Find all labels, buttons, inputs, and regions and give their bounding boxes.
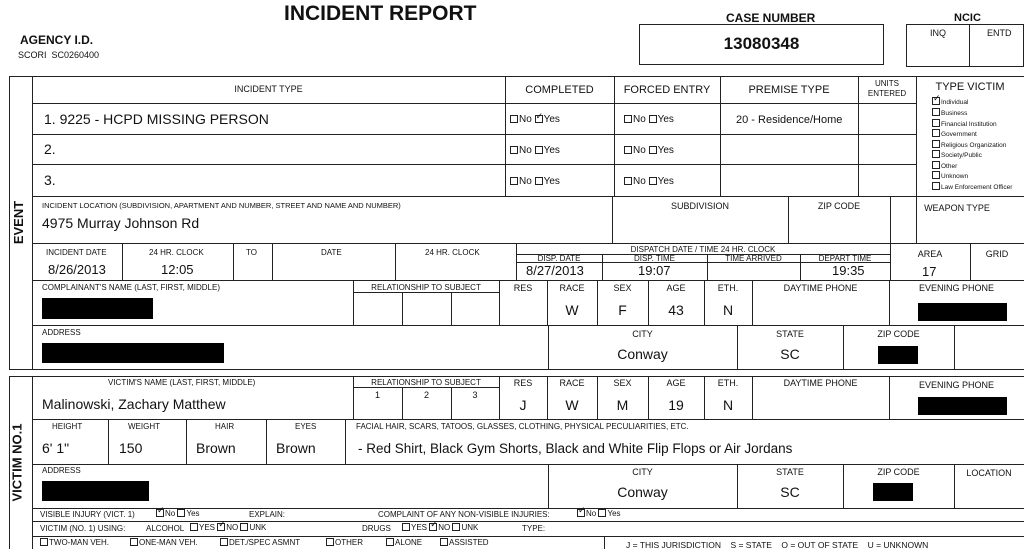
victim-age-label: AGE bbox=[666, 378, 686, 388]
incident-date-label: INCIDENT DATE bbox=[46, 248, 107, 257]
victim-weight: 150 bbox=[119, 440, 143, 456]
nonvisible-no-checkbox[interactable] bbox=[577, 509, 585, 517]
incident-row-2: 2. bbox=[44, 141, 56, 157]
zip-label: ZIP CODE bbox=[817, 201, 861, 211]
forced-row-2[interactable]: No Yes bbox=[624, 145, 674, 156]
depart-time-value: 19:35 bbox=[832, 263, 865, 278]
victim-state: SC bbox=[780, 484, 800, 500]
alcohol-yes-checkbox[interactable] bbox=[190, 523, 198, 531]
incident-time-value: 12:05 bbox=[161, 262, 194, 277]
complainant-zip-redaction bbox=[878, 346, 918, 364]
premise-type-header: PREMISE TYPE bbox=[748, 84, 830, 96]
type-victim-option[interactable]: Unknown bbox=[932, 171, 968, 180]
complainant-state: SC bbox=[780, 346, 800, 362]
nonvisible-label: COMPLAINT OF ANY NON-VISIBLE INJURIES: bbox=[378, 510, 550, 519]
depart-time-label: DEPART TIME bbox=[818, 254, 872, 263]
drugs-yes-checkbox[interactable] bbox=[402, 523, 410, 531]
victim-address-redaction bbox=[42, 481, 149, 501]
victim-zipcode-label: ZIP CODE bbox=[877, 467, 920, 477]
location-label: INCIDENT LOCATION (SUBDIVISION, APARTMENT AND NUMBER, STREET AND NAME AND NUMBER) bbox=[42, 201, 401, 210]
victim-city: Conway bbox=[617, 484, 668, 500]
completed-no-checkbox[interactable] bbox=[510, 177, 518, 185]
forced-row-1[interactable]: No Yes bbox=[624, 114, 674, 125]
type-victim-option[interactable]: Financial Institution bbox=[932, 119, 997, 128]
footer-option-two-man[interactable]: TWO-MAN VEH. bbox=[40, 538, 109, 547]
victim-day-phone-label: DAYTIME PHONE bbox=[783, 378, 858, 388]
victim-sex-label: SEX bbox=[613, 378, 632, 388]
drugs-options[interactable]: YES ✓ NO UNK bbox=[402, 523, 478, 532]
visible-injury-no-checkbox[interactable] bbox=[156, 509, 164, 517]
victim-eth-label: ETH. bbox=[717, 378, 739, 388]
race-label: RACE bbox=[559, 283, 585, 293]
visible-injury-options[interactable]: ✓ No Yes bbox=[156, 509, 200, 518]
case-number-label: CASE NUMBER bbox=[726, 11, 816, 25]
city-label: CITY bbox=[632, 329, 653, 339]
forced-no-checkbox[interactable] bbox=[624, 146, 632, 154]
eth-label: ETH. bbox=[717, 283, 739, 293]
victim-hair: Brown bbox=[196, 440, 236, 456]
weight-label: WEIGHT bbox=[128, 422, 160, 431]
day-phone-label: DAYTIME PHONE bbox=[783, 283, 858, 293]
victim-address-label: ADDRESS bbox=[42, 466, 81, 475]
type-victim-option[interactable]: Religious Organization bbox=[932, 140, 1006, 149]
footer-option-assisted[interactable]: ASSISTED bbox=[440, 538, 489, 547]
eyes-label: EYES bbox=[295, 422, 317, 431]
nonvisible-options[interactable]: ✓ No Yes bbox=[577, 509, 621, 518]
complainant-eth: N bbox=[722, 302, 734, 318]
footer-option-det[interactable]: DET./SPEC ASMNT bbox=[220, 538, 300, 547]
victim-name: Malinowski, Zachary Matthew bbox=[42, 396, 226, 412]
victim-race-label: RACE bbox=[559, 378, 585, 388]
complainant-city: Conway bbox=[617, 346, 668, 362]
victim-description: - Red Shirt, Black Gym Shorts, Black and White Flip Flops or Air Jordans bbox=[358, 441, 793, 456]
alcohol-unk-checkbox[interactable] bbox=[240, 523, 248, 531]
completed-header: COMPLETED bbox=[525, 84, 594, 96]
victim-name-label: VICTIM'S NAME (LAST, FIRST, MIDDLE) bbox=[108, 378, 256, 387]
victim-height: 6' 1" bbox=[42, 440, 70, 456]
victim-race: W bbox=[565, 397, 579, 413]
eve-phone-label: EVENING PHONE bbox=[918, 283, 994, 293]
footer-option-alone[interactable]: ALONE bbox=[386, 538, 422, 547]
report-title: INCIDENT REPORT bbox=[284, 2, 477, 25]
dispatch-label: DISPATCH DATE / TIME 24 HR. CLOCK bbox=[630, 245, 776, 254]
event-side-label: EVENT bbox=[11, 200, 27, 245]
time-arrived-label: TIME ARRIVED bbox=[725, 254, 782, 263]
address-label: ADDRESS bbox=[42, 328, 81, 337]
completed-no-checkbox[interactable] bbox=[510, 115, 518, 123]
ncic-label: NCIC bbox=[954, 12, 981, 24]
drug-type-label: TYPE: bbox=[522, 524, 546, 533]
type-victim-option[interactable]: Society/Public bbox=[932, 150, 982, 159]
agency-label: AGENCY I.D. bbox=[20, 33, 94, 47]
drugs-no-checkbox[interactable] bbox=[429, 523, 437, 531]
drugs-unk-checkbox[interactable] bbox=[452, 523, 460, 531]
zipcode-label: ZIP CODE bbox=[877, 329, 920, 339]
footer-option-one-man[interactable]: ONE-MAN VEH. bbox=[130, 538, 198, 547]
victim-phone-redaction bbox=[918, 397, 1007, 415]
victim-state-label: STATE bbox=[776, 467, 804, 477]
completed-row-1[interactable]: No ✓ Yes bbox=[510, 114, 560, 125]
completed-yes-checkbox[interactable] bbox=[535, 115, 543, 123]
alcohol-label: ALCOHOL bbox=[146, 524, 185, 533]
completed-row-3[interactable]: No Yes bbox=[510, 176, 560, 187]
completed-no-checkbox[interactable] bbox=[510, 146, 518, 154]
alcohol-no-checkbox[interactable] bbox=[217, 523, 225, 531]
clock-label: 24 HR. CLOCK bbox=[149, 248, 204, 257]
grid-label: GRID bbox=[985, 249, 1009, 259]
victim-sex: M bbox=[616, 397, 629, 413]
visible-injury-label: VISIBLE INJURY (VICT. 1) bbox=[40, 510, 135, 519]
forced-entry-header: FORCED ENTRY bbox=[623, 84, 711, 96]
explain-label: EXPLAIN: bbox=[249, 510, 286, 519]
incident-date-value: 8/26/2013 bbox=[48, 262, 106, 277]
height-label: HEIGHT bbox=[52, 422, 83, 431]
jurisdiction-legend: J = THIS JURISDICTION S = STATE O = OUT OF STATE U = UNKNOWN bbox=[626, 540, 929, 549]
victim-eth: N bbox=[722, 397, 734, 413]
victim-eyes: Brown bbox=[276, 440, 316, 456]
type-victim-option[interactable]: ✓Individual bbox=[932, 97, 968, 106]
area-value: 17 bbox=[922, 264, 937, 279]
case-number-value: 13080348 bbox=[723, 34, 800, 53]
victim-zip-redaction bbox=[873, 483, 913, 501]
entd-label: ENTD bbox=[987, 28, 1012, 38]
sex-label: SEX bbox=[613, 283, 632, 293]
victim-relationship-label: RELATIONSHIP TO SUBJECT bbox=[371, 378, 481, 387]
date-label: DATE bbox=[321, 248, 342, 257]
age-label: AGE bbox=[666, 283, 686, 293]
completed-row-2[interactable]: No Yes bbox=[510, 145, 560, 156]
subdivision-label: SUBDIVISION bbox=[670, 201, 729, 211]
type-victim-option[interactable]: Business bbox=[932, 108, 967, 117]
disp-date-label: DISP. DATE bbox=[537, 254, 581, 263]
forced-yes-checkbox[interactable] bbox=[649, 146, 657, 154]
incident-row-1: 1. 9225 - HCPD MISSING PERSON bbox=[44, 111, 269, 127]
visible-injury-yes-checkbox[interactable] bbox=[177, 509, 185, 517]
complainant-sex: F bbox=[618, 302, 627, 318]
incident-type-header: INCIDENT TYPE bbox=[234, 84, 303, 94]
forced-row-3[interactable]: No Yes bbox=[624, 176, 674, 187]
agency-value: SCORI SC0260400 bbox=[18, 50, 100, 60]
forced-no-checkbox[interactable] bbox=[624, 177, 632, 185]
type-victim-header: TYPE VICTIM bbox=[935, 81, 1005, 93]
rel-num-3: 3 bbox=[472, 390, 478, 400]
incident-row-3: 3. bbox=[44, 172, 56, 188]
premise-row-1: 20 - Residence/Home bbox=[736, 114, 843, 126]
disp-time-label: DISP. TIME bbox=[633, 254, 676, 263]
forced-yes-checkbox[interactable] bbox=[649, 115, 657, 123]
rel-num-2: 2 bbox=[423, 390, 429, 400]
type-victim-option[interactable]: Law Enforcement Officer bbox=[932, 182, 1012, 191]
complainant-name-redaction bbox=[42, 298, 153, 319]
rel-num-1: 1 bbox=[374, 390, 380, 400]
complainant-phone-redaction bbox=[918, 303, 1007, 321]
victim-age: 19 bbox=[668, 397, 684, 413]
disp-time-value: 19:07 bbox=[638, 263, 671, 278]
clock2-label: 24 HR. CLOCK bbox=[425, 248, 480, 257]
area-label: AREA bbox=[917, 249, 943, 259]
footer-option-other[interactable]: OTHER bbox=[326, 538, 363, 547]
forced-yes-checkbox[interactable] bbox=[649, 177, 657, 185]
disp-date-value: 8/27/2013 bbox=[526, 263, 584, 278]
victim-eve-phone-label: EVENING PHONE bbox=[918, 380, 994, 390]
victim-res: J bbox=[519, 397, 527, 413]
type-victim-option[interactable]: Other bbox=[932, 161, 957, 170]
weapon-label: WEAPON TYPE bbox=[924, 203, 990, 213]
to-label: TO bbox=[246, 248, 257, 257]
relationship-label: RELATIONSHIP TO SUBJECT bbox=[371, 283, 481, 292]
complainant-address-redaction bbox=[42, 343, 224, 363]
location-value: 4975 Murray Johnson Rd bbox=[42, 215, 200, 231]
facial-label: FACIAL HAIR, SCARS, TATOOS, GLASSES, CLOTHING, PHYSICAL PECULIARITIES, ETC. bbox=[356, 422, 689, 431]
type-victim-option[interactable]: Government bbox=[932, 129, 977, 138]
state-label: STATE bbox=[776, 329, 804, 339]
completed-yes-checkbox[interactable] bbox=[535, 146, 543, 154]
using-label: VICTIM (NO. 1) USING: bbox=[40, 524, 126, 533]
complainant-race: W bbox=[565, 302, 579, 318]
hair-label: HAIR bbox=[215, 422, 235, 431]
drugs-label: DRUGS bbox=[362, 524, 391, 533]
victim-side-label: VICTIM NO.1 bbox=[9, 423, 25, 502]
inq-label: INQ bbox=[930, 28, 947, 38]
units-entered-header: UNITS ENTERED bbox=[867, 79, 907, 98]
complainant-age: 43 bbox=[668, 302, 684, 318]
res-label: RES bbox=[513, 283, 533, 293]
nonvisible-yes-checkbox[interactable] bbox=[598, 509, 606, 517]
forced-no-checkbox[interactable] bbox=[624, 115, 632, 123]
alcohol-options[interactable]: YES ✓ NO UNK bbox=[190, 523, 266, 532]
complainant-label: COMPLAINANT'S NAME (LAST, FIRST, MIDDLE) bbox=[42, 283, 220, 292]
victim-city-label: CITY bbox=[632, 467, 653, 477]
victim-res-label: RES bbox=[513, 378, 533, 388]
victim-location-label: LOCATION bbox=[966, 468, 1012, 478]
completed-yes-checkbox[interactable] bbox=[535, 177, 543, 185]
